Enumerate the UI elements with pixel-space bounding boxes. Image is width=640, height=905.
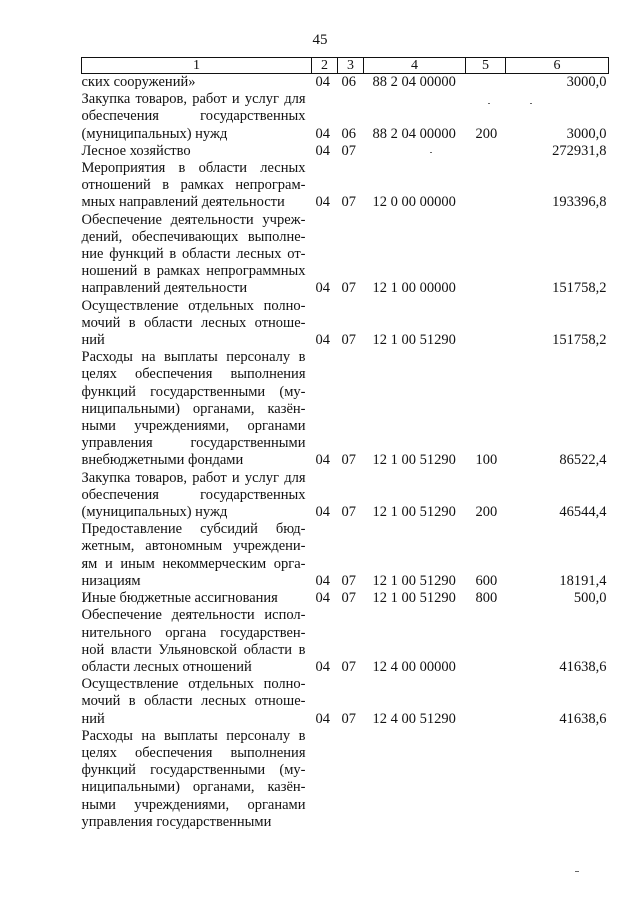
row-name-line: Расходы на выплаты персоналу в [81, 349, 306, 366]
amount: 193396,8 [552, 194, 607, 211]
section-code: 04 [315, 142, 330, 159]
row-name [82, 676, 312, 728]
column-number: 1 [82, 58, 312, 74]
section-code: 04 [315, 572, 330, 589]
scan-speck [530, 103, 532, 104]
row-name-line: Расходы на выплаты персоналу в [81, 727, 306, 744]
row-name-line: области лесных отношений [81, 658, 252, 675]
row-name [82, 521, 312, 590]
subsection-code: 07 [341, 194, 356, 211]
column-number: 4 [364, 58, 466, 74]
page-number: 45 [312, 32, 328, 48]
row-name-line: ношений в рамках непрограммных [81, 263, 306, 280]
row-name-line: управления государственными [81, 813, 272, 830]
table-row [82, 91, 609, 143]
table-row [82, 470, 609, 522]
scan-speck [488, 103, 490, 104]
table-row [82, 143, 609, 160]
table-row [82, 349, 609, 469]
expense-type-code [466, 160, 506, 212]
row-name-line: обеспечения государственных [81, 108, 306, 125]
section-code: 04 [315, 74, 330, 90]
amount: 18191,4 [559, 572, 607, 589]
scan-speck [430, 152, 432, 153]
amount: 41638,6 [559, 710, 607, 727]
row-name-line: низациям [81, 572, 141, 589]
row-name [82, 470, 312, 522]
row-name-line: ными учреждениями, органами [81, 418, 306, 435]
target-article-code: 12 1 00 51290 [372, 504, 456, 521]
amount: 46544,4 [559, 504, 607, 521]
row-name-line: Осуществление отдельных полно- [81, 676, 306, 693]
row-name-line: ными учреждениями, органами [81, 796, 306, 813]
target-article-code [364, 143, 466, 160]
row-name-line: Закупка товаров, работ и услуг для [81, 469, 306, 486]
row-name-line: нительного органа государствен- [81, 624, 306, 641]
target-article-code: 88 2 04 00000 [372, 125, 456, 142]
subsection-code: 06 [341, 74, 356, 90]
table-row [82, 590, 609, 607]
row-name-line: обеспечения государственных [81, 486, 306, 503]
row-name-line: Закупка товаров, работ и услуг для [81, 91, 306, 108]
column-number: 6 [506, 58, 609, 74]
row-name-line: Обеспечение деятельности учреж- [81, 211, 306, 228]
expense-type-code: 600 [475, 572, 498, 589]
expense-type-code [466, 298, 506, 350]
expense-type-code [466, 212, 506, 298]
row-name [82, 212, 312, 298]
section-code: 04 [315, 125, 330, 142]
row-name [82, 590, 312, 607]
table-row [82, 160, 609, 212]
row-name-line: управления государственными [81, 435, 306, 452]
table-row [82, 607, 609, 676]
row-name [82, 74, 312, 92]
row-name-line: ной власти Ульяновской области в [81, 641, 306, 658]
target-article-code: 12 4 00 00000 [372, 658, 456, 675]
subsection-code: 07 [341, 332, 356, 349]
section-code: 04 [315, 710, 330, 727]
column-number: 3 [338, 58, 364, 74]
row-name-line: Предоставление субсидий бюд- [81, 521, 306, 538]
subsection-code: 07 [341, 590, 356, 607]
row-name-line: Мероприятия в области лесных [81, 160, 306, 177]
expense-type-code [466, 74, 506, 92]
row-name-line: мных направлений деятельности [81, 194, 285, 211]
amount: 3000,0 [566, 74, 607, 90]
amount: 500,0 [573, 590, 607, 607]
row-name-line: Иные бюджетные ассигнования [81, 590, 278, 607]
subsection-code: 07 [341, 280, 356, 297]
section-code: 04 [315, 452, 330, 469]
row-name [82, 160, 312, 212]
subsection-code: 07 [341, 142, 356, 159]
table-row [82, 74, 609, 92]
row-name-line: целях обеспечения выполнения [81, 744, 306, 761]
target-article-code: 12 4 00 51290 [372, 710, 456, 727]
target-article-code: 88 2 04 00000 [372, 74, 456, 90]
row-name-line: ние функций в области лесных от- [81, 246, 306, 263]
target-article-code: 12 1 00 51290 [372, 332, 456, 349]
column-number: 2 [312, 58, 338, 74]
row-name-line: Обеспечение деятельности испол- [81, 607, 306, 624]
subsection-code [338, 728, 364, 831]
row-name-line: (муниципальных) нужд [81, 504, 228, 521]
subsection-code: 07 [341, 504, 356, 521]
expense-type-code [466, 676, 506, 728]
row-name-line: мочий в области лесных отноше- [81, 693, 306, 710]
row-name-line: жетным, автономным учреждени- [81, 538, 306, 555]
row-name [82, 607, 312, 676]
amount [506, 728, 609, 831]
subsection-code: 07 [341, 572, 356, 589]
row-name [82, 349, 312, 469]
row-name-line: (муниципальных) нужд [81, 125, 228, 142]
budget-rows [82, 74, 609, 831]
section-code: 04 [315, 658, 330, 675]
subsection-code: 06 [341, 125, 356, 142]
target-article-code [364, 728, 466, 831]
row-name [82, 298, 312, 350]
expense-type-code [466, 143, 506, 160]
section-code: 04 [315, 504, 330, 521]
table-row [82, 521, 609, 590]
amount: 41638,6 [559, 658, 607, 675]
expense-type-code: 800 [475, 590, 498, 607]
section-code: 04 [315, 590, 330, 607]
row-name-line: направлений деятельности [81, 280, 248, 297]
section-code: 04 [315, 280, 330, 297]
row-name [82, 143, 312, 160]
section-code [312, 728, 338, 831]
target-article-code: 12 1 00 51290 [372, 572, 456, 589]
table-row [82, 676, 609, 728]
expense-type-code: 200 [475, 125, 498, 142]
row-name-line: ниципальными) органами, казён- [81, 400, 306, 417]
table-row [82, 212, 609, 298]
amount: 272931,8 [552, 142, 607, 159]
amount: 151758,2 [552, 332, 607, 349]
column-number: 5 [466, 58, 506, 74]
target-article-code: 12 1 00 51290 [372, 590, 456, 607]
scan-speck [575, 871, 579, 872]
row-name-line: Лесное хозяйство [81, 142, 191, 159]
target-article-code: 12 0 00 00000 [372, 194, 456, 211]
amount: 151758,2 [552, 280, 607, 297]
row-name-line: целях обеспечения выполнения [81, 366, 306, 383]
subsection-code: 07 [341, 658, 356, 675]
row-name-line: ниципальными) органами, казён- [81, 779, 306, 796]
row-name-line: Осуществление отдельных полно- [81, 297, 306, 314]
amount: 86522,4 [559, 452, 607, 469]
target-article-code: 12 1 00 51290 [372, 452, 456, 469]
row-name [82, 91, 312, 143]
subsection-code: 07 [341, 452, 356, 469]
amount: 3000,0 [566, 125, 607, 142]
table-row [82, 728, 609, 831]
subsection-code: 07 [341, 710, 356, 727]
row-name-line: ских сооружений» [81, 74, 196, 90]
row-name-line: ний [81, 332, 105, 349]
expense-type-code: 200 [475, 504, 498, 521]
row-name-line: ний [81, 710, 105, 727]
row-name-line: функций государственными (му- [81, 762, 306, 779]
row-name-line: функций государственными (му- [81, 383, 306, 400]
table-row [82, 298, 609, 350]
row-name-line: дений, обеспечивающих выполне- [81, 228, 306, 245]
row-name-line: внебюджетными фондами [81, 452, 244, 469]
row-name-line: мочий в области лесных отноше- [81, 314, 306, 331]
section-code: 04 [315, 194, 330, 211]
target-article-code: 12 1 00 00000 [372, 280, 456, 297]
row-name-line: ям и иным некоммерческим орга- [81, 555, 306, 572]
expense-type-code: 100 [475, 452, 498, 469]
expense-type-code [466, 728, 506, 831]
section-code: 04 [315, 332, 330, 349]
expense-type-code [466, 607, 506, 676]
row-name [82, 728, 312, 831]
row-name-line: отношений в рамках непрограм- [81, 177, 306, 194]
column-number-row [82, 58, 609, 74]
budget-table [81, 57, 609, 831]
